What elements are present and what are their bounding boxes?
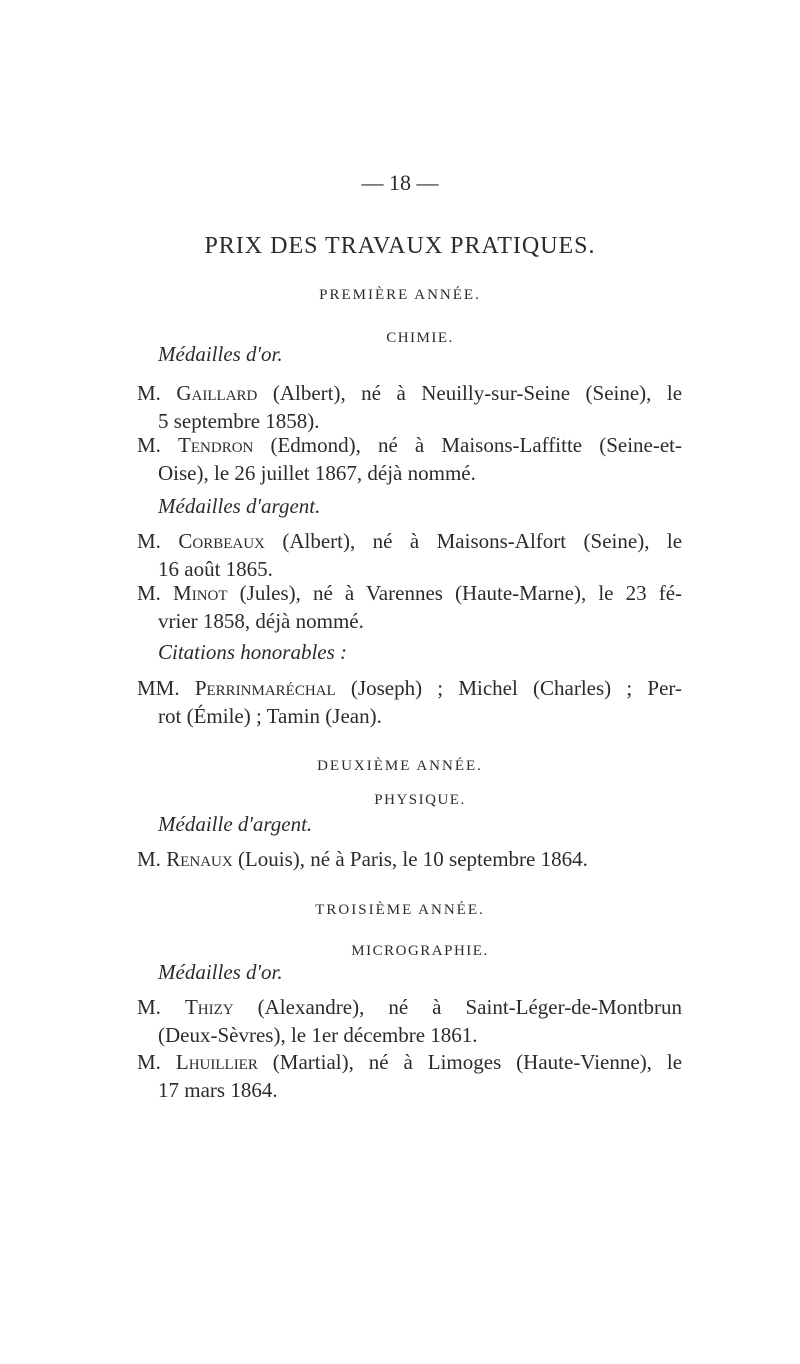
laureate-name: Lhuillier <box>175 1050 258 1074</box>
laureate-entry: M. Lhuillier (Martial), né à Limoges (Haute-Vienne), le 17 mars 1864. <box>137 1050 683 1102</box>
laureate-name: Perrinmaréchal <box>194 676 336 700</box>
section-subject: MICROGRAPHIE. <box>351 943 489 959</box>
page-title: PRIX DES TRAVAUX PRATIQUES. <box>204 233 596 259</box>
medal-heading: Médailles d'or. <box>158 960 283 984</box>
laureate-name: Minot <box>173 581 228 605</box>
section-year: DEUXIÈME ANNÉE. <box>317 758 483 774</box>
section-year: PREMIÈRE ANNÉE. <box>319 287 481 303</box>
laureate-entry: M. Gaillard (Albert), né à Neuilly-sur-Seine (Seine), le 5 septembre 1858). <box>137 381 683 433</box>
page-number: — 18 — <box>361 170 439 195</box>
laureate-entry: M. Tendron (Edmond), né à Maisons-Laffitte (Seine-et- Oise), le 26 juillet 1867, déjà nommé. <box>137 433 682 485</box>
medal-heading: Médailles d'or. <box>158 342 283 366</box>
section-year: TROISIÈME ANNÉE. <box>315 902 485 918</box>
laureate-entry: M. Corbeaux (Albert), né à Maisons-Alfort (Seine), le 16 août 1865. <box>137 529 683 581</box>
section-subject: PHYSIQUE. <box>374 792 466 808</box>
section-subject: CHIMIE. <box>386 330 454 346</box>
medal-heading: Médaille d'argent. <box>158 812 313 836</box>
medal-heading: Médailles d'argent. <box>158 494 321 518</box>
laureate-name: Thizy <box>184 995 234 1019</box>
laureate-name: Gaillard <box>176 381 258 405</box>
laureate-name: Renaux <box>166 847 233 871</box>
citations-heading: Citations honorables : <box>158 640 348 664</box>
laureate-entry: MM. Perrinmaréchal (Joseph) ; Michel (Charles) ; Per- rot (Émile) ; Tamin (Jean). <box>137 676 682 728</box>
laureate-name: Corbeaux <box>178 529 265 553</box>
laureate-entry: M. Minot (Jules), né à Varennes (Haute-Marne), le 23 fé- vrier 1858, déjà nommé. <box>137 581 683 633</box>
laureate-entry: M. Renaux (Louis), né à Paris, le 10 septembre 1864. <box>137 847 588 871</box>
laureate-entry: M. Thizy (Alexandre), né à Saint-Léger-de-Montbrun (Deux-Sèvres), le 1er décembre 1861. <box>137 995 682 1047</box>
laureate-name: Tendron <box>178 433 254 457</box>
